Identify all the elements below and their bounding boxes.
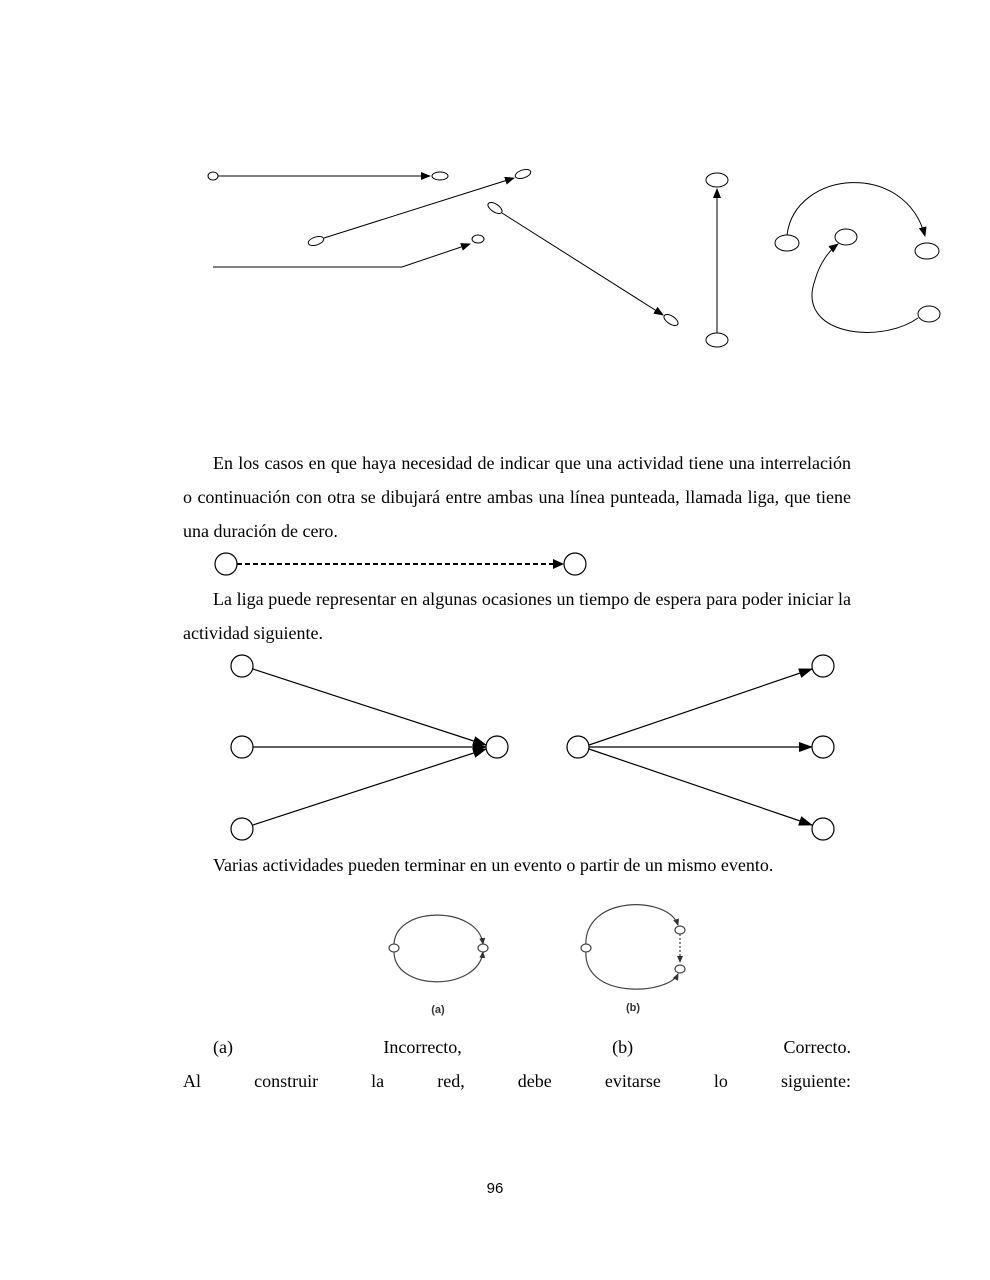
paragraph-liga-intro: En los casos en que haya necesidad de indicar que una actividad tiene una interrelación o continuación con otra se dibujará entre ambas una línea punteada, llamada liga, que tiene una duración de cero. [183,453,851,541]
page-number: 96 [486,1180,504,1197]
activity-arrows-figure [0,160,990,360]
paragraph-varias: Varias actividades pueden terminar en un evento o partir de un mismo evento. [213,855,774,875]
paragraph-incorrecto-correcto: (a) Incorrecto, (b) Correcto. [213,1037,851,1057]
incorrect-correct-figure [0,895,990,1025]
liga-dashed-figure [0,548,990,580]
paragraph-al-construir: Al construir la red, debe evitarse lo siguiente: [183,1071,851,1091]
merge-burst-figure [0,650,990,845]
caption-b: (b) [625,1002,641,1014]
paragraph-liga-espera: La liga puede representar en algunas ocasiones un tiempo de espera para poder iniciar la actividad siguiente. [183,589,851,643]
caption-a: (a) [431,1004,445,1016]
